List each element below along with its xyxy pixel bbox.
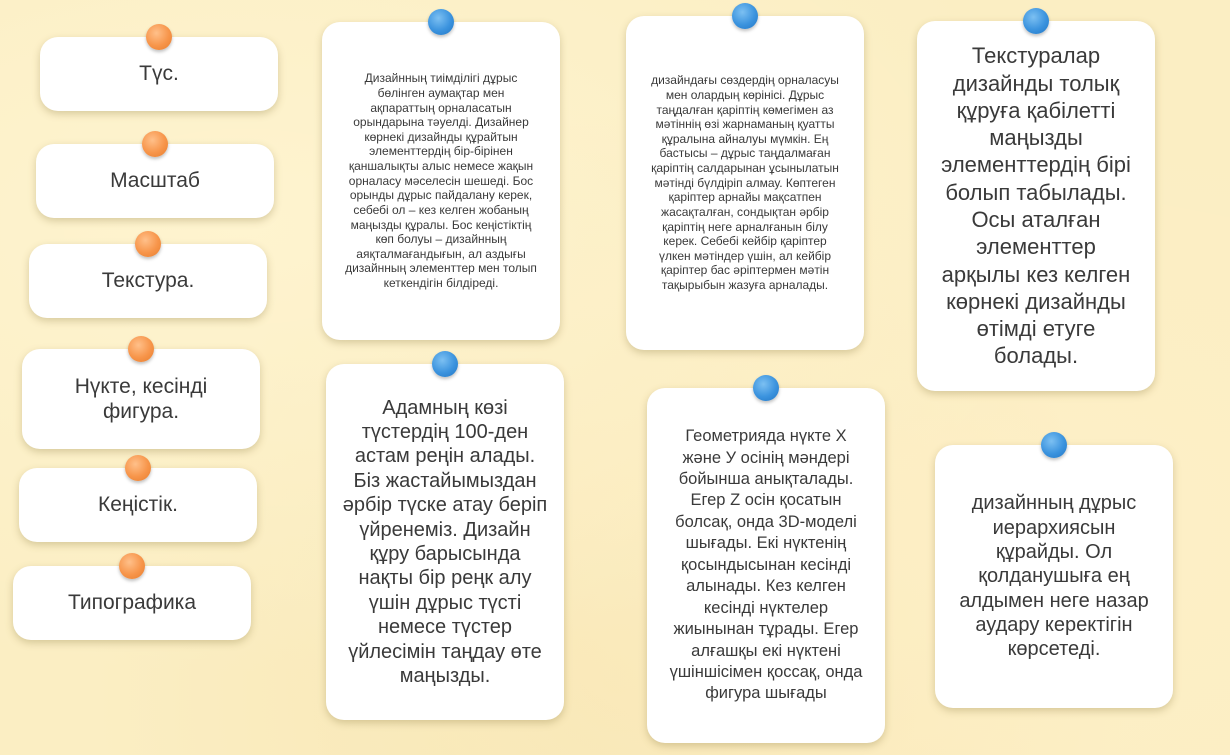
blue-pin-icon bbox=[753, 375, 779, 401]
topic-label: Түс. bbox=[139, 62, 179, 86]
definition-text: Дизайнның тиімділігі дұрыс бөлінген аумақтар мен ақпараттың орналасатын орындарына тәуелді. Дизайнер көрнекі дизайнды құрайтын элементтердің бір-бірінен қаншалықты алыс немесе жақын орналасу мәселесін шешеді. Бос орынды дұрыс пайдалану керек, себебі ол – кез келген жобаның маңызды құралы. Бос кеңістіктің көп болуы – дизайнның аяқталмағандығын, ал аздығы дизайнның элементтер мен толып кеткендігін білдіреді. bbox=[345, 71, 537, 291]
orange-pin-icon bbox=[128, 336, 154, 362]
topic-card-color[interactable] bbox=[40, 37, 278, 111]
definition-card-space[interactable] bbox=[322, 22, 560, 340]
definition-text: Текстуралар дизайнды толық құруға қабілетті маңызды элементтердің бірі болып табылады. Осы аталған элементтер арқылы кез келген көрнекі дизайнды өтімді етуге болады. bbox=[941, 43, 1131, 369]
blue-pin-icon bbox=[1041, 432, 1067, 458]
orange-pin-icon bbox=[119, 553, 145, 579]
definition-card-geometry[interactable] bbox=[647, 388, 885, 743]
blue-pin-icon bbox=[428, 9, 454, 35]
topic-card-point-line-shape[interactable] bbox=[22, 349, 260, 449]
definition-text: дизайнның дұрыс иерархиясын құрайды. Ол қолданушыға ең алдымен неге назар аудару керектігін көрсетеді. bbox=[959, 492, 1149, 661]
orange-pin-icon bbox=[146, 24, 172, 50]
orange-pin-icon bbox=[142, 131, 168, 157]
blue-pin-icon bbox=[732, 3, 758, 29]
topic-label: Нүкте, кесінді фигура. bbox=[74, 374, 208, 423]
topic-label: Масштаб bbox=[110, 169, 200, 193]
topic-label: Текстура. bbox=[101, 269, 195, 293]
definition-text: дизайндағы сөздердің орналасуы мен олардың көрінісі. Дұрыс таңдалған қаріптің көмегімен аз мәтіннің өзі жарнаманың қуатты құралына айналуы мүмкін. Ең бастысы – дұрыс таңдалмаған қаріптің салдарынан ұсынылатын мәтінді бүлдіріп алмау. Көптеген қаріптер арнайы мақсатпен жасақталған, сондықтан әрбір қаріптің неге арналғанын білу керек. Себебі кейбір қаріптер үлкен мәтіндер үшін, ал кейбір қаріптер бас әріптермен мәтін тақырыбын жазуға арналады. bbox=[651, 73, 839, 293]
orange-pin-icon bbox=[135, 231, 161, 257]
definition-text: Адамның көзі түстердің 100-ден астам реңін алады. Біз жастайымыздан әрбір түске атау беріп үйренеміз. Дизайн құру барысында нақты бір реңк алу үшін дұрыс түсті немесе түстер үйлесімін таңдау өте маңызды. bbox=[342, 396, 548, 687]
definition-card-color[interactable] bbox=[326, 364, 564, 720]
topic-label: Типографика bbox=[67, 591, 197, 615]
topic-label: Кеңістік. bbox=[98, 493, 178, 517]
definition-text: Геометрияда нүкте Х және У осінің мәндері бойынша анықталады. Егер Z осін қосатын болсақ, онда 3D-моделі шығады. Екі нүктенің қосындысынан кесінді алынады. Кез келген кесінді нүктелер жиынынан тұрады. Егер алғашқы екі нүктені үшіншісімен қоссақ, онда фигура шығады bbox=[669, 427, 863, 703]
topic-card-scale[interactable] bbox=[36, 144, 274, 218]
blue-pin-icon bbox=[432, 351, 458, 377]
orange-pin-icon bbox=[125, 455, 151, 481]
topic-card-space[interactable] bbox=[19, 468, 257, 542]
topic-card-typography[interactable] bbox=[13, 566, 251, 640]
blue-pin-icon bbox=[1023, 8, 1049, 34]
topic-card-texture[interactable] bbox=[29, 244, 267, 318]
definition-card-texture[interactable] bbox=[917, 21, 1155, 391]
definition-card-scale[interactable] bbox=[935, 445, 1173, 708]
definition-card-typography[interactable] bbox=[626, 16, 864, 350]
